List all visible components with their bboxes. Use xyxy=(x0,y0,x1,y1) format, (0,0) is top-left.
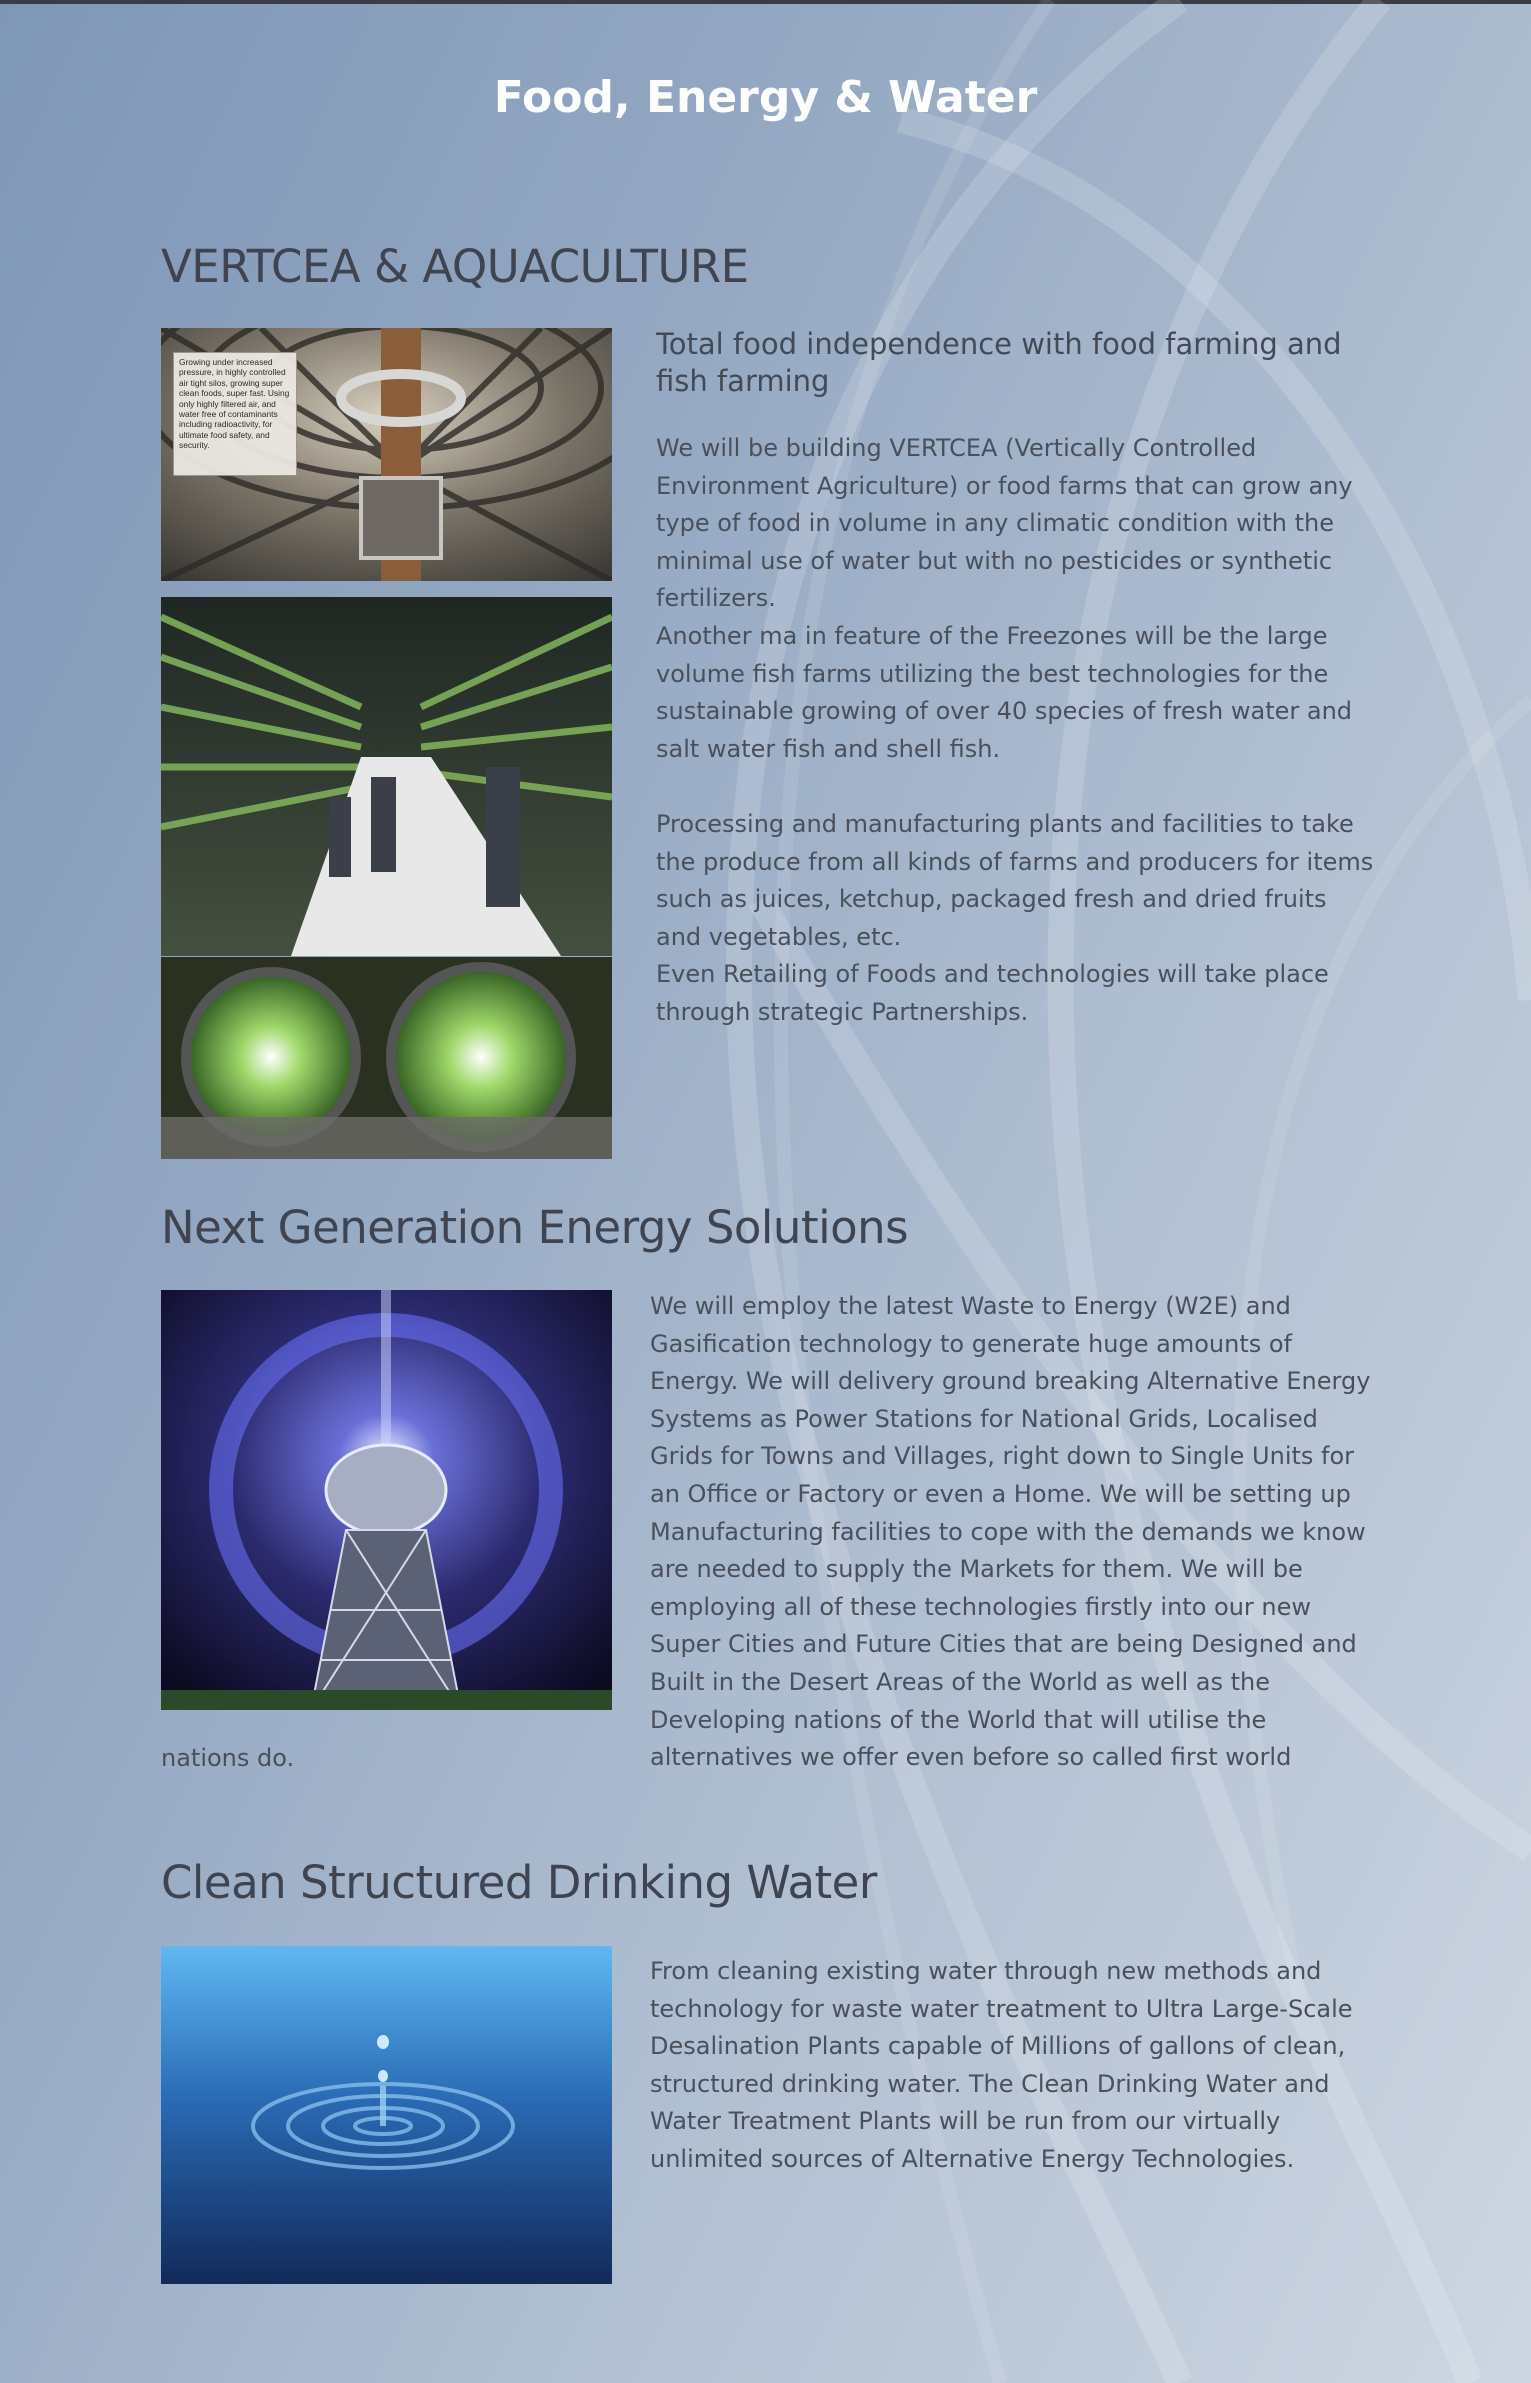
paragraph-vertcea: We will be building VERTCEA (Vertically Controlled Environment Agriculture) or food farms that can grow any type of food in volume in any climatic condition with the minimal use of water but with no pesticides or synthetic fertilizers. xyxy=(656,434,1353,613)
section-subheading: Total food independence with food farming and fish farming xyxy=(656,327,1342,398)
grow-pod-image xyxy=(161,957,612,1159)
image-caption: Growing under increased pressure, in highly controlled air tight silos, growing super clean foods, super fast. Using only highly filtered air, and water free of contaminants including radioactivity, for ultimate food safety, and security. xyxy=(173,352,297,476)
paragraph-processing: Processing and manufacturing plants and facilities to take the produce from all kinds of farms and producers for items such as juices, ketchup, packaged fresh and dried fruits and vegetables, etc. xyxy=(656,810,1374,951)
section-heading-vertcea: VERTCEA & AQUACULTURE xyxy=(161,240,749,293)
paragraph-water: From cleaning existing water through new methods and technology for waste water treatment to Ultra Large-Scale Desalination Plants capable of Millions of gallons of clean, structured drinking water. The Clean Drinking Water and Water Treatment Plants will be run from our virtually unlimited sources of Alternative Energy Technologies. xyxy=(650,1957,1353,2173)
vertical-farm-silo-image xyxy=(161,328,612,581)
paragraph-retailing: Even Retailing of Foods and technologies will take place through strategic Partnerships. xyxy=(656,960,1329,1026)
energy-tower-image xyxy=(161,1290,612,1710)
paragraph-fish-farms: Another ma in feature of the Freezones will be the large volume fish farms utilizing the best technologies for the sustainable growing of over 40 species of fresh water and salt water fish and shell fish. xyxy=(656,622,1353,763)
hydroponic-tunnel-image xyxy=(161,597,612,956)
section-heading-water: Clean Structured Drinking Water xyxy=(161,1856,877,1909)
page-title: Food, Energy & Water xyxy=(493,72,1038,123)
water-droplet-image xyxy=(161,1946,612,2284)
paragraph-energy-tail: nations do. xyxy=(161,1744,295,1772)
section-heading-energy: Next Generation Energy Solutions xyxy=(161,1201,909,1254)
top-border xyxy=(0,0,1531,4)
paragraph-energy: We will employ the latest Waste to Energy (W2E) and Gasification technology to generate huge amounts of Energy. We will delivery ground breaking Alternative Energy Systems as Power Stations for National Grids, Localised Grids for Towns and Villages, right down to Single Units for an Office or Factory or even a Home. We will be setting up Manufacturing facilities to cope with the demands we know are needed to supply the Markets for them. We will be employing all of these technologies firstly into our new Super Cities and Future Cities that are being Designed and Built in the Desert Areas of the World as well as the Developing nations of the World that will utilise the alternatives we offer even before so called first world xyxy=(650,1292,1371,1772)
